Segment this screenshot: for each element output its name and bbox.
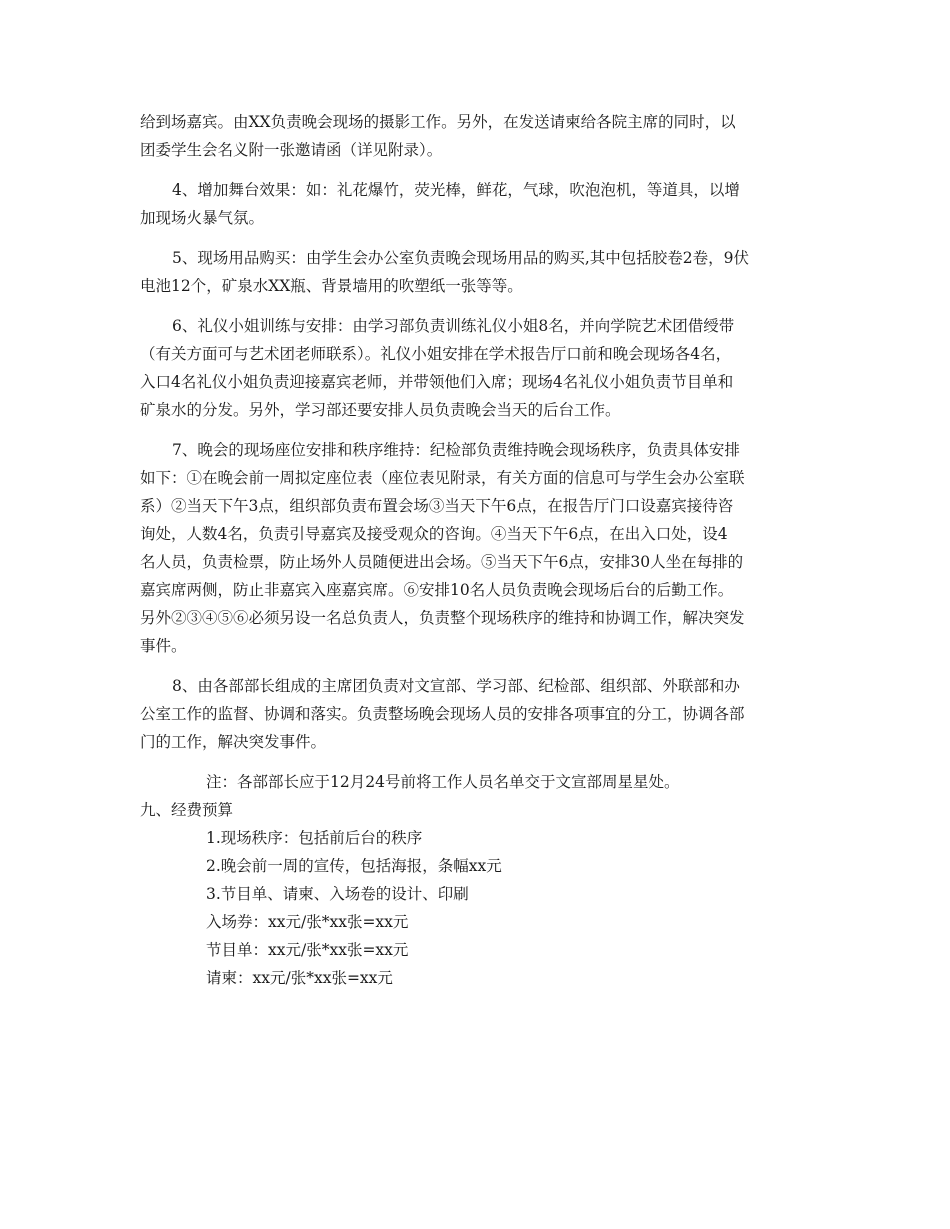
budget-item: 1.现场秩序：包括前后台的秩序 xyxy=(206,829,423,847)
text-line: （有关方面可与艺术团老师联系）。礼仪小姐安排在学术报告厅口前和晚会现场各4名， xyxy=(140,345,732,363)
budget-item: 3.节目单、请柬、入场卷的设计、印刷 xyxy=(206,885,469,903)
text-line: 事件。 xyxy=(140,637,187,655)
text-line: 6、礼仪小姐训练与安排：由学习部负责训练礼仪小姐8名，并向学院艺术团借绶带 xyxy=(172,317,735,335)
paragraph-stage-effects xyxy=(140,176,810,232)
text-line: 7、晚会的现场座位安排和秩序维持：纪检部负责维持晚会现场秩序，负责具体安排 xyxy=(172,441,740,459)
text-line: 给到场嘉宾。由XX负责晚会现场的摄影工作。另外，在发送请柬给各院主席的同时，以 xyxy=(140,113,736,131)
section-heading-budget: 九、经费预算 xyxy=(140,801,234,819)
text-line: 系）②当天下午3点，组织部负责布置会场③当天下午6点，在报告厅门口设嘉宾接待咨 xyxy=(140,497,734,515)
text-line: 电池12个，矿泉水XX瓶、背景墙用的吹塑纸一张等等。 xyxy=(140,277,523,295)
text-line: 嘉宾席两侧，防止非嘉宾入座嘉宾席。⑥安排10名人员负责晚会现场后台的后勤工作。 xyxy=(140,581,734,599)
text-line: 如下：①在晚会前一周拟定座位表（座位表见附录，有关方面的信息可与学生会办公室联 xyxy=(140,469,745,487)
budget-item: 请柬：xx元/张*xx张=xx元 xyxy=(206,969,393,987)
note xyxy=(140,768,810,796)
note-text: 注：各部部长应于12月24号前将工作人员名单交于文宣部周星星处。 xyxy=(206,773,680,791)
budget-item: 节目单：xx元/张*xx张=xx元 xyxy=(206,941,409,959)
text-line: 公室工作的监督、协调和落实。负责整场晚会现场人员的安排各项事宜的分工，协调各部 xyxy=(140,705,745,723)
text-line: 团委学生会名义附一张邀请函（详见附录）。 xyxy=(140,141,443,159)
text-line: 4、增加舞台效果：如：礼花爆竹，荧光棒，鲜花，气球，吹泡泡机，等道具，以增 xyxy=(172,181,740,199)
budget-item: 2.晚会前一周的宣传，包括海报，条幅xx元 xyxy=(206,857,502,875)
paragraph-presidium xyxy=(140,672,810,756)
text-line: 询处，人数4名，负责引导嘉宾及接受观众的咨询。④当天下午6点，在出入口处，设4 xyxy=(140,525,728,543)
paragraph-seating-order xyxy=(140,436,810,660)
text-line: 5、现场用品购买：由学生会办公室负责晚会现场用品的购买,其中包括胶卷2卷，9伏 xyxy=(172,249,750,267)
document-page xyxy=(140,108,810,992)
text-line: 8、由各部部长组成的主席团负责对文宣部、学习部、纪检部、组织部、外联部和办 xyxy=(172,677,740,695)
paragraph-etiquette xyxy=(140,312,810,424)
text-line: 名人员，负责检票，防止场外人员随便进出会场。⑤当天下午6点，安排30人坐在每排的 xyxy=(140,553,744,571)
paragraph-supplies xyxy=(140,244,810,300)
paragraph-invitation xyxy=(140,108,810,164)
text-line: 加现场火暴气氛。 xyxy=(140,209,265,227)
text-line: 门的工作，解决突发事件。 xyxy=(140,733,327,751)
text-line: 入口4名礼仪小姐负责迎接嘉宾老师，并带领他们入席；现场4名礼仪小姐负责节目单和 xyxy=(140,373,734,391)
text-line: 矿泉水的分发。另外，学习部还要安排人员负责晚会当天的后台工作。 xyxy=(140,401,621,419)
budget-item: 入场券：xx元/张*xx张=xx元 xyxy=(206,913,409,931)
text-line: 另外②③④⑤⑥必须另设一名总负责人，负责整个现场秩序的维持和协调工作，解决突发 xyxy=(140,609,745,627)
